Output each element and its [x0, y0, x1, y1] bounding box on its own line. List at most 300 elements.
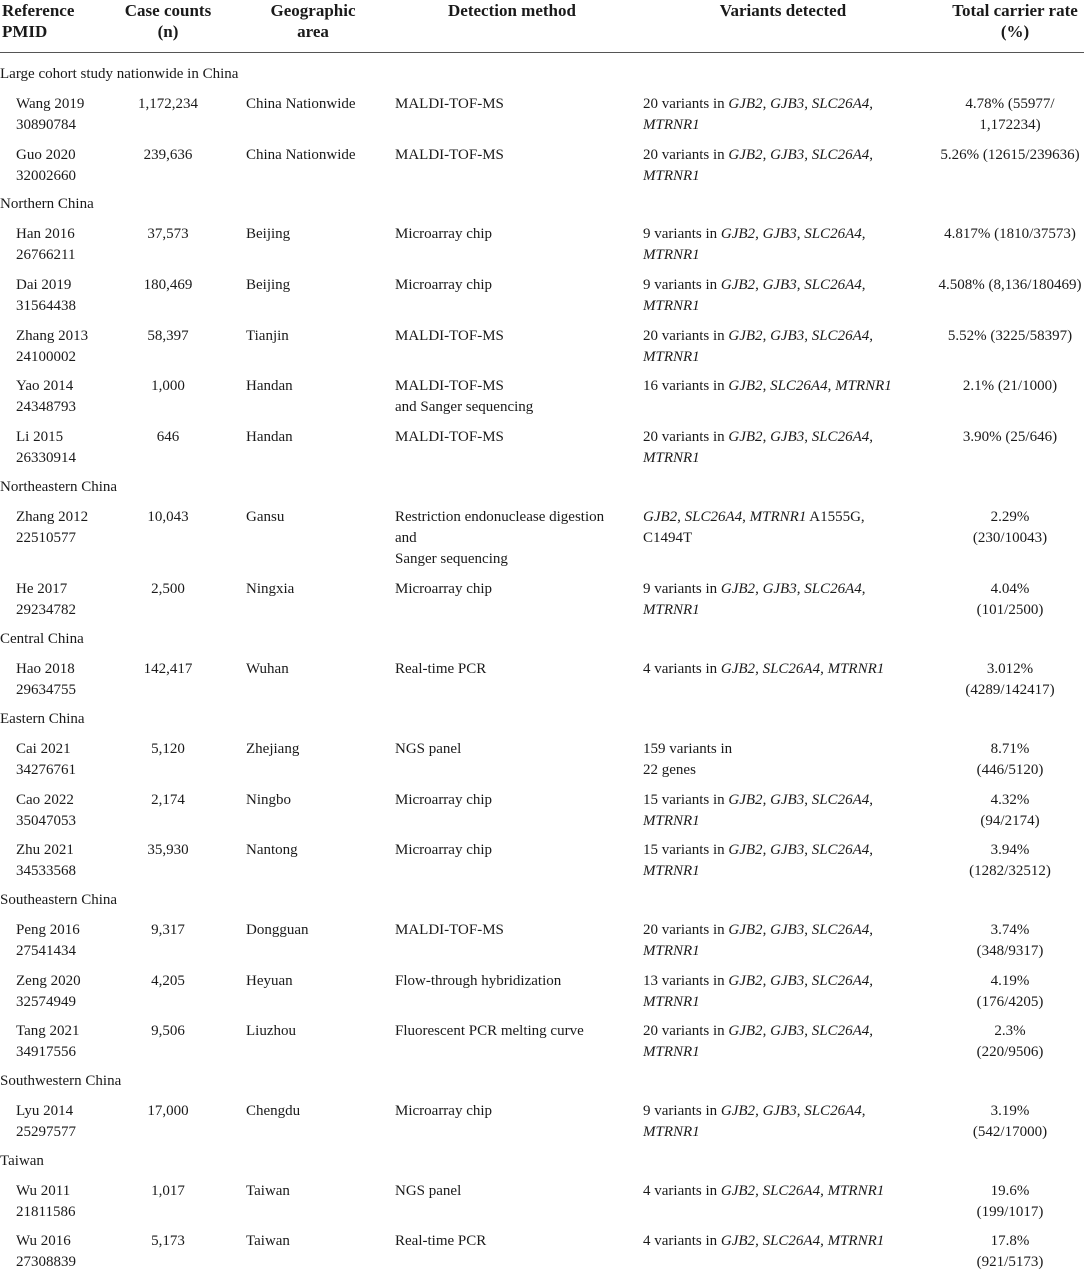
reference-pmid-cell	[16, 1101, 116, 1143]
variants-detected-cell	[643, 507, 923, 549]
carrier-rate-cell	[930, 94, 1084, 136]
variants-line	[643, 1122, 923, 1143]
variants-text: ,	[796, 226, 805, 242]
variants-detected-cell	[643, 840, 923, 882]
section-heading: Northern China	[0, 196, 94, 212]
reference-pmid-cell	[16, 145, 116, 187]
variants-line	[643, 811, 923, 832]
variants-line	[643, 94, 923, 115]
variants-line	[643, 296, 923, 317]
detection-method-cell	[395, 1181, 635, 1202]
carrier-rate-cell-line: (94/2174)	[980, 813, 1040, 829]
gene-name: MTRNR1	[643, 943, 700, 959]
case-count-cell: 37,573	[147, 226, 189, 242]
variants-text: ,	[869, 1023, 873, 1039]
detection-method-cell	[395, 326, 635, 347]
gene-name: MTRNR1	[643, 994, 700, 1010]
gene-name: MTRNR1	[643, 117, 700, 133]
variants-text: 4 variants in	[643, 1183, 721, 1199]
variants-detected-cell	[643, 145, 923, 187]
gene-name: MTRNR1	[643, 168, 700, 184]
carrier-rate-cell-line: 3.94%	[990, 842, 1030, 858]
gene-name: GJB2	[643, 509, 678, 525]
geographic-area-cell: China Nationwide	[246, 147, 356, 163]
reference-pmid-cell-line: Cai 2021	[16, 741, 71, 757]
variants-line	[643, 600, 923, 621]
carrier-rate-cell-line: 3.012%	[986, 661, 1034, 677]
variants-text: 20 variants in	[643, 328, 729, 344]
carrier-rate-cell	[930, 1231, 1084, 1273]
variants-text: 20 variants in	[643, 147, 729, 163]
case-count-cell: 2,174	[151, 792, 185, 808]
reference-pmid-cell	[16, 1181, 116, 1223]
case-count-cell: 5,173	[151, 1233, 185, 1249]
variants-detected-cell	[643, 427, 923, 469]
reference-pmid-cell-line: Wu 2016	[16, 1233, 71, 1249]
carrier-rate-cell-line: (230/10043)	[972, 530, 1048, 546]
variants-text: ,	[762, 429, 771, 445]
section-heading: Northeastern China	[0, 479, 118, 495]
variants-line	[643, 115, 923, 136]
carrier-rate-cell	[930, 224, 1084, 245]
carrier-rate-cell-line: 4.78% (55977/	[965, 96, 1055, 112]
variants-text: ,	[796, 277, 805, 293]
variants-line	[643, 145, 923, 166]
case-count-cell: 4,205	[151, 973, 185, 989]
section-heading: Large cohort study nationwide in China	[0, 66, 239, 82]
gene-name: GJB2	[720, 277, 756, 293]
detection-method-cell	[395, 579, 635, 600]
reference-pmid-cell	[16, 579, 116, 621]
variants-text: ,	[869, 429, 873, 445]
variants-text: 9 variants in	[643, 581, 721, 597]
carrier-rate-cell	[930, 376, 1084, 397]
carrier-rate-cell-line: (446/5120)	[976, 762, 1044, 778]
gene-name: GJB3	[770, 429, 805, 445]
gene-name: GJB2	[728, 973, 763, 989]
variants-text: 20 variants in	[643, 922, 729, 938]
gene-name: GJB2	[720, 661, 756, 677]
variants-text: ,	[755, 277, 763, 293]
variants-detected-cell	[643, 1101, 923, 1143]
variants-line	[643, 861, 923, 882]
gene-name: MTRNR1	[643, 813, 700, 829]
variants-detected-cell	[643, 790, 923, 832]
carrier-rate-cell	[930, 1021, 1084, 1063]
case-count-cell: 5,120	[151, 741, 185, 757]
carrier-rate-cell	[930, 507, 1084, 549]
reference-pmid-cell-line: Peng 2016	[16, 922, 80, 938]
variants-detected-cell	[643, 94, 923, 136]
detection-method-cell	[395, 1231, 635, 1252]
variants-line	[643, 528, 923, 549]
variants-line	[643, 275, 923, 296]
reference-pmid-cell	[16, 507, 116, 549]
geographic-area-cell: Ningxia	[246, 581, 295, 597]
variants-text: ,	[804, 96, 812, 112]
reference-pmid-cell	[16, 971, 116, 1013]
detection-method-cell	[395, 971, 635, 992]
detection-method-cell-line: Restriction endonuclease digestion	[395, 509, 605, 525]
detection-method-cell-line: MALDI-TOF-MS	[395, 429, 504, 445]
reference-pmid-cell-line: Wu 2011	[16, 1183, 71, 1199]
carrier-rate-cell-line: 5.52% (3225/58397)	[947, 328, 1073, 344]
carrier-rate-cell-line: (220/9506)	[976, 1044, 1044, 1060]
gene-name: SLC26A4	[762, 661, 821, 677]
reference-pmid-cell-line: Zeng 2020	[16, 973, 81, 989]
variants-text: ,	[762, 973, 771, 989]
gene-name: MTRNR1	[827, 661, 885, 677]
detection-method-cell	[395, 145, 635, 166]
reference-pmid-cell-line: 32002660	[16, 168, 76, 184]
case-count-cell: 142,417	[143, 661, 193, 677]
variants-line	[643, 1101, 923, 1122]
carrier-rate-cell-line: 4.19%	[990, 973, 1030, 989]
reference-pmid-cell-line: Cao 2022	[16, 792, 74, 808]
gene-name: MTRNR1	[643, 450, 700, 466]
variants-line	[643, 376, 923, 397]
detection-method-cell	[395, 224, 635, 245]
reference-pmid-cell-line: 26330914	[16, 450, 76, 466]
detection-method-cell-line: MALDI-TOF-MS	[395, 147, 504, 163]
reference-pmid-cell	[16, 790, 116, 832]
reference-pmid-cell	[16, 94, 116, 136]
gene-name: MTRNR1	[835, 378, 892, 394]
geographic-area-cell: Liuzhou	[246, 1023, 296, 1039]
carrier-rate-cell-line: 3.74%	[990, 922, 1030, 938]
variants-text: ,	[861, 1103, 866, 1119]
reference-pmid-cell-line: 24100002	[16, 349, 76, 365]
carrier-rate-cell-line: 4.817% (1810/37573)	[944, 226, 1076, 242]
gene-name: GJB3	[762, 277, 797, 293]
variants-line	[643, 1021, 923, 1042]
variants-detected-cell	[643, 1181, 923, 1202]
header-line: area	[297, 22, 329, 41]
gene-name: SLC26A4	[762, 1233, 821, 1249]
gene-name: SLC26A4	[804, 277, 862, 293]
gene-name: GJB2	[728, 378, 763, 394]
variants-text: ,	[861, 277, 866, 293]
header-reference-pmid	[2, 0, 112, 42]
reference-pmid-cell-line: 26766211	[16, 247, 76, 263]
reference-pmid-cell-line: 27308839	[16, 1254, 76, 1270]
gene-name: SLC26A4	[811, 1023, 870, 1039]
variants-line	[643, 507, 923, 528]
gene-name: SLC26A4	[811, 96, 870, 112]
carrier-rate-cell	[930, 659, 1084, 701]
gene-name: GJB3	[762, 581, 797, 597]
variants-text: ,	[804, 973, 812, 989]
header-rule	[0, 52, 1084, 53]
variants-text: ,	[755, 226, 763, 242]
reference-pmid-cell	[16, 326, 116, 368]
variants-line	[643, 1181, 923, 1202]
carrier-rate-cell-line: 2.3%	[994, 1023, 1026, 1039]
case-count-cell: 1,017	[151, 1183, 185, 1199]
variants-line	[643, 427, 923, 448]
geographic-area-cell: Taiwan	[246, 1183, 290, 1199]
header-line: (%)	[1000, 22, 1030, 41]
gene-name: GJB2	[720, 226, 756, 242]
variants-text: ,	[804, 842, 812, 858]
gene-name: SLC26A4	[811, 792, 870, 808]
variants-text: ,	[762, 1023, 771, 1039]
variants-detected-cell	[643, 1021, 923, 1063]
reference-pmid-cell-line: Hao 2018	[16, 661, 75, 677]
carrier-rate-cell-line: (348/9317)	[976, 943, 1044, 959]
carrier-rate-cell	[930, 427, 1084, 448]
gene-name: SLC26A4	[804, 581, 862, 597]
reference-pmid-cell-line: Tang 2021	[16, 1023, 80, 1039]
gene-name: MTRNR1	[827, 1233, 885, 1249]
gene-name: MTRNR1	[827, 1183, 885, 1199]
gene-name: GJB3	[770, 973, 805, 989]
gene-name: SLC26A4	[804, 1103, 862, 1119]
variants-line	[643, 1042, 923, 1063]
case-count-cell: 9,506	[151, 1023, 185, 1039]
gene-name: GJB3	[770, 147, 805, 163]
case-count-cell: 17,000	[147, 1103, 189, 1119]
variants-text: 4 variants in	[643, 661, 721, 677]
variants-text: ,	[869, 973, 873, 989]
carrier-rate-cell	[930, 275, 1084, 296]
reference-pmid-cell-line: Zhu 2021	[16, 842, 74, 858]
detection-method-cell	[395, 427, 635, 448]
header-case-counts	[108, 0, 228, 42]
variants-text: ,	[820, 1233, 828, 1249]
detection-method-cell-line: Sanger sequencing	[395, 551, 508, 567]
gene-name: GJB2	[728, 96, 763, 112]
gene-name: GJB2	[728, 147, 763, 163]
carrier-rate-cell	[930, 920, 1084, 962]
variants-text: ,	[804, 1023, 812, 1039]
reference-pmid-cell	[16, 224, 116, 266]
carrier-rate-cell	[930, 326, 1084, 347]
header-total-carrier-rate	[930, 0, 1084, 42]
header-line: Geographic	[270, 1, 356, 20]
reference-pmid-cell-line: Han 2016	[16, 226, 75, 242]
variants-detected-cell	[643, 275, 923, 317]
header-line: (n)	[157, 22, 179, 41]
table-header	[0, 0, 1084, 52]
header-line: Case counts	[124, 1, 212, 20]
reference-pmid-cell	[16, 376, 116, 418]
reference-pmid-cell-line: Yao 2014	[16, 378, 74, 394]
variants-text: ,	[861, 581, 866, 597]
reference-pmid-cell-line: 25297577	[16, 1124, 76, 1140]
detection-method-cell-line: Microarray chip	[395, 792, 493, 808]
gene-name: GJB3	[762, 1103, 797, 1119]
reference-pmid-cell-line: 21811586	[16, 1204, 76, 1220]
gene-name: GJB3	[770, 922, 805, 938]
geographic-area-cell: Dongguan	[246, 922, 309, 938]
reference-pmid-cell-line: Li 2015	[16, 429, 64, 445]
case-count-cell: 58,397	[147, 328, 189, 344]
gene-name: GJB3	[770, 842, 805, 858]
variants-text: 4 variants in	[643, 1233, 721, 1249]
reference-pmid-cell-line: 31564438	[16, 298, 76, 314]
variants-text: ,	[755, 661, 763, 677]
variants-line	[643, 347, 923, 368]
variants-text: ,	[827, 378, 836, 394]
variants-text: ,	[820, 1183, 828, 1199]
variants-line	[643, 790, 923, 811]
variants-detected-cell	[643, 971, 923, 1013]
case-count-cell: 239,636	[143, 147, 193, 163]
variants-text: ,	[755, 1103, 763, 1119]
variants-text: ,	[796, 581, 805, 597]
variants-detected-cell	[643, 1231, 923, 1252]
carrier-rate-cell-line: (4289/142417)	[965, 682, 1055, 698]
reference-pmid-cell-line: Guo 2020	[16, 147, 76, 163]
variants-text: ,	[762, 96, 771, 112]
gene-name: MTRNR1	[643, 247, 700, 263]
detection-method-cell	[395, 275, 635, 296]
gene-name: SLC26A4	[811, 842, 870, 858]
variants-text: ,	[755, 1183, 763, 1199]
variants-line	[643, 971, 923, 992]
section-heading: Southwestern China	[0, 1073, 122, 1089]
variants-text: ,	[820, 661, 828, 677]
reference-pmid-cell	[16, 840, 116, 882]
case-count-cell: 9,317	[151, 922, 185, 938]
gene-name: SLC26A4	[811, 328, 870, 344]
variants-line	[643, 579, 923, 600]
carrier-rate-cell-line: 17.8%	[990, 1233, 1030, 1249]
carrier-rate-cell	[930, 739, 1084, 781]
detection-method-cell-line: Real-time PCR	[395, 661, 487, 677]
reference-pmid-cell-line: 32574949	[16, 994, 76, 1010]
carrier-rate-cell-line: 4.32%	[990, 792, 1030, 808]
geographic-area-cell: Tianjin	[246, 328, 289, 344]
variants-text: ,	[755, 1233, 763, 1249]
geographic-area-cell: Beijing	[246, 226, 291, 242]
case-count-cell: 1,000	[151, 378, 185, 394]
variants-line	[643, 920, 923, 941]
variants-text: 16 variants in	[643, 378, 729, 394]
geographic-area-cell: Gansu	[246, 509, 285, 525]
variants-text: 15 variants in	[643, 792, 729, 808]
section-heading: Southeastern China	[0, 892, 118, 908]
carrier-rate-cell-line: (921/5173)	[976, 1254, 1044, 1270]
variants-text: 9 variants in	[643, 1103, 721, 1119]
variants-line	[643, 739, 923, 760]
gene-name: MTRNR1	[643, 1124, 700, 1140]
variants-detected-cell	[643, 224, 923, 266]
detection-method-cell	[395, 1021, 635, 1042]
variants-text: 9 variants in	[643, 226, 721, 242]
gene-name: SLC26A4	[811, 147, 870, 163]
section-heading: Central China	[0, 631, 84, 647]
header-line: Total carrier rate	[952, 1, 1078, 20]
variants-text: 9 variants in	[643, 277, 721, 293]
reference-pmid-cell-line: He 2017	[16, 581, 68, 597]
reference-pmid-cell-line: Lyu 2014	[16, 1103, 74, 1119]
gene-name: GJB2	[720, 1233, 756, 1249]
variants-line	[643, 1231, 923, 1252]
variants-text: A1555G,	[806, 509, 865, 525]
variants-detected-cell	[643, 739, 923, 781]
gene-name: MTRNR1	[643, 863, 700, 879]
gene-name: SLC26A4	[762, 1183, 821, 1199]
gene-name: SLC26A4	[811, 922, 870, 938]
detection-method-cell-line: NGS panel	[395, 741, 462, 757]
variants-text: ,	[869, 792, 873, 808]
reference-pmid-cell	[16, 1021, 116, 1063]
variants-text: ,	[762, 792, 771, 808]
section-heading: Eastern China	[0, 711, 85, 727]
case-count-cell: 180,469	[143, 277, 193, 293]
gene-name: GJB2	[728, 1023, 763, 1039]
gene-name: GJB2	[728, 922, 763, 938]
carrier-rate-cell	[930, 1101, 1084, 1143]
gene-name: SLC26A4	[811, 429, 870, 445]
reference-pmid-cell	[16, 659, 116, 701]
detection-method-cell-line: MALDI-TOF-MS	[395, 378, 504, 394]
variants-line	[643, 992, 923, 1013]
variants-text: 20 variants in	[643, 1023, 729, 1039]
detection-method-cell-line: Real-time PCR	[395, 1233, 487, 1249]
variants-text: ,	[742, 509, 750, 525]
reference-pmid-cell	[16, 427, 116, 469]
reference-pmid-cell	[16, 1231, 116, 1273]
gene-name: MTRNR1	[643, 349, 700, 365]
case-count-cell: 35,930	[147, 842, 189, 858]
variants-detected-cell	[643, 579, 923, 621]
variants-text: ,	[677, 509, 685, 525]
reference-pmid-cell	[16, 739, 116, 781]
case-count-cell: 646	[156, 429, 180, 445]
detection-method-cell-line: and Sanger sequencing	[395, 399, 534, 415]
variants-line	[643, 840, 923, 861]
carrier-rate-cell-line: (199/1017)	[976, 1204, 1044, 1220]
variants-text: ,	[869, 842, 873, 858]
detection-method-cell	[395, 920, 635, 941]
gene-name: GJB2	[728, 842, 763, 858]
variants-text: ,	[762, 328, 771, 344]
gene-name: GJB3	[770, 1023, 805, 1039]
variants-text: ,	[796, 1103, 805, 1119]
detection-method-cell-line: and	[395, 530, 417, 546]
geographic-area-cell: Nantong	[246, 842, 298, 858]
detection-method-cell-line: Microarray chip	[395, 581, 493, 597]
variants-text: ,	[869, 328, 873, 344]
variants-text: 22 genes	[643, 762, 696, 778]
variants-text: 13 variants in	[643, 973, 729, 989]
carrier-rate-cell-line: 3.90% (25/646)	[962, 429, 1058, 445]
variants-text: 20 variants in	[643, 429, 729, 445]
variants-line	[643, 659, 923, 680]
variants-text: ,	[804, 429, 812, 445]
reference-pmid-cell-line: 27541434	[16, 943, 76, 959]
carrier-rate-cell-line: (176/4205)	[976, 994, 1044, 1010]
gene-name: GJB2	[728, 328, 763, 344]
carrier-rate-cell-line: 19.6%	[990, 1183, 1030, 1199]
variants-text: ,	[762, 922, 771, 938]
gene-name: GJB2	[720, 1103, 756, 1119]
geographic-area-cell: Zhejiang	[246, 741, 300, 757]
variants-line	[643, 326, 923, 347]
header-line: Variants detected	[719, 1, 847, 20]
variants-text: ,	[804, 792, 812, 808]
variants-line	[643, 448, 923, 469]
reference-pmid-cell-line: Dai 2019	[16, 277, 72, 293]
detection-method-cell-line: Microarray chip	[395, 277, 493, 293]
gene-name: GJB3	[770, 96, 805, 112]
detection-method-cell	[395, 507, 635, 570]
case-count-cell: 1,172,234	[138, 96, 198, 112]
detection-method-cell-line: Microarray chip	[395, 226, 493, 242]
